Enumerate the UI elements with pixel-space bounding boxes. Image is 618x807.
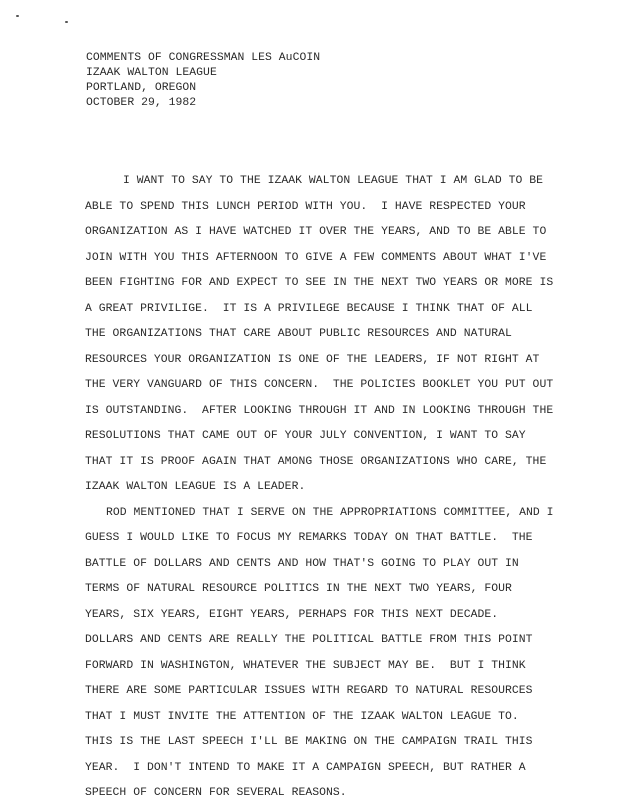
text-line: YEAR. I DON'T INTEND TO MAKE IT A CAMPAIGN SPEECH, BUT RATHER A xyxy=(85,761,526,774)
text-line: IZAAK WALTON LEAGUE IS A LEADER. xyxy=(85,481,306,493)
text-line: GUESS I WOULD LIKE TO FOCUS MY REMARKS TODAY ON THAT BATTLE. THE xyxy=(85,532,533,544)
text-line: YEARS, SIX YEARS, EIGHT YEARS, PERHAPS FOR THIS NEXT DECADE. xyxy=(85,608,499,621)
text-line: BEEN FIGHTING FOR AND EXPECT TO SEE IN THE NEXT TWO YEARS OR MORE IS xyxy=(85,277,554,289)
text-line: ROD MENTIONED THAT I SERVE ON THE APPROPRIATIONS COMMITTEE, AND I xyxy=(106,506,554,519)
document-header xyxy=(86,51,320,111)
scan-speck xyxy=(65,21,68,23)
header-location: PORTLAND, OREGON xyxy=(86,82,197,94)
text-line: THIS IS THE LAST SPEECH I'LL BE MAKING ON THE CAMPAIGN TRAIL THIS xyxy=(85,736,533,748)
text-line: DOLLARS AND CENTS ARE REALLY THE POLITICAL BATTLE FROM THIS POINT xyxy=(85,634,533,646)
scan-speck xyxy=(16,15,19,17)
text-line: THAT IT IS PROOF AGAIN THAT AMONG THOSE ORGANIZATIONS WHO CARE, THE xyxy=(85,455,547,468)
text-line: TERMS OF NATURAL RESOURCE POLITICS IN THE NEXT TWO YEARS, FOUR xyxy=(85,583,512,595)
text-line: FORWARD IN WASHINGTON, WHATEVER THE SUBJECT MAY BE. BUT I THINK xyxy=(85,659,526,672)
text-line: SPEECH OF CONCERN FOR SEVERAL REASONS. xyxy=(85,787,347,799)
text-line: RESOURCES YOUR ORGANIZATION IS ONE OF THE LEADERS, IF NOT RIGHT AT xyxy=(85,353,540,366)
text-line: IS OUTSTANDING. AFTER LOOKING THROUGH IT AND IN LOOKING THROUGH THE xyxy=(85,404,554,417)
text-line: RESOLUTIONS THAT CAME OUT OF YOUR JULY CONVENTION, I WANT TO SAY xyxy=(85,430,526,442)
text-line: THERE ARE SOME PARTICULAR ISSUES WITH REGARD TO NATURAL RESOURCES xyxy=(85,685,533,697)
text-line: ABLE TO SPEND THIS LUNCH PERIOD WITH YOU. I HAVE RESPECTED YOUR xyxy=(85,200,526,213)
text-line: THE VERY VANGUARD OF THIS CONCERN. THE POLICIES BOOKLET YOU PUT OUT xyxy=(85,379,554,391)
text-line: THAT I MUST INVITE THE ATTENTION OF THE IZAAK WALTON LEAGUE TO. xyxy=(85,710,519,723)
text-line: ORGANIZATION AS I HAVE WATCHED IT OVER THE YEARS, AND TO BE ABLE TO xyxy=(85,226,547,238)
text-line: JOIN WITH YOU THIS AFTERNOON TO GIVE A FEW COMMENTS ABOUT WHAT I'VE xyxy=(85,251,547,264)
header-organization: IZAAK WALTON LEAGUE xyxy=(86,67,217,79)
header-date: OCTOBER 29, 1982 xyxy=(86,97,197,109)
header-title: COMMENTS OF CONGRESSMAN LES AuCOIN xyxy=(86,52,321,64)
speech-body xyxy=(85,169,600,807)
paragraph-2 xyxy=(85,501,600,807)
text-line: THE ORGANIZATIONS THAT CARE ABOUT PUBLIC RESOURCES AND NATURAL xyxy=(85,328,512,340)
text-line: I WANT TO SAY TO THE IZAAK WALTON LEAGUE THAT I AM GLAD TO BE xyxy=(123,175,544,187)
text-line: A GREAT PRIVILIGE. IT IS A PRIVILEGE BECAUSE I THINK THAT OF ALL xyxy=(85,302,533,315)
text-line: BATTLE OF DOLLARS AND CENTS AND HOW THAT'S GOING TO PLAY OUT IN xyxy=(85,557,519,570)
paragraph-1 xyxy=(85,169,600,501)
